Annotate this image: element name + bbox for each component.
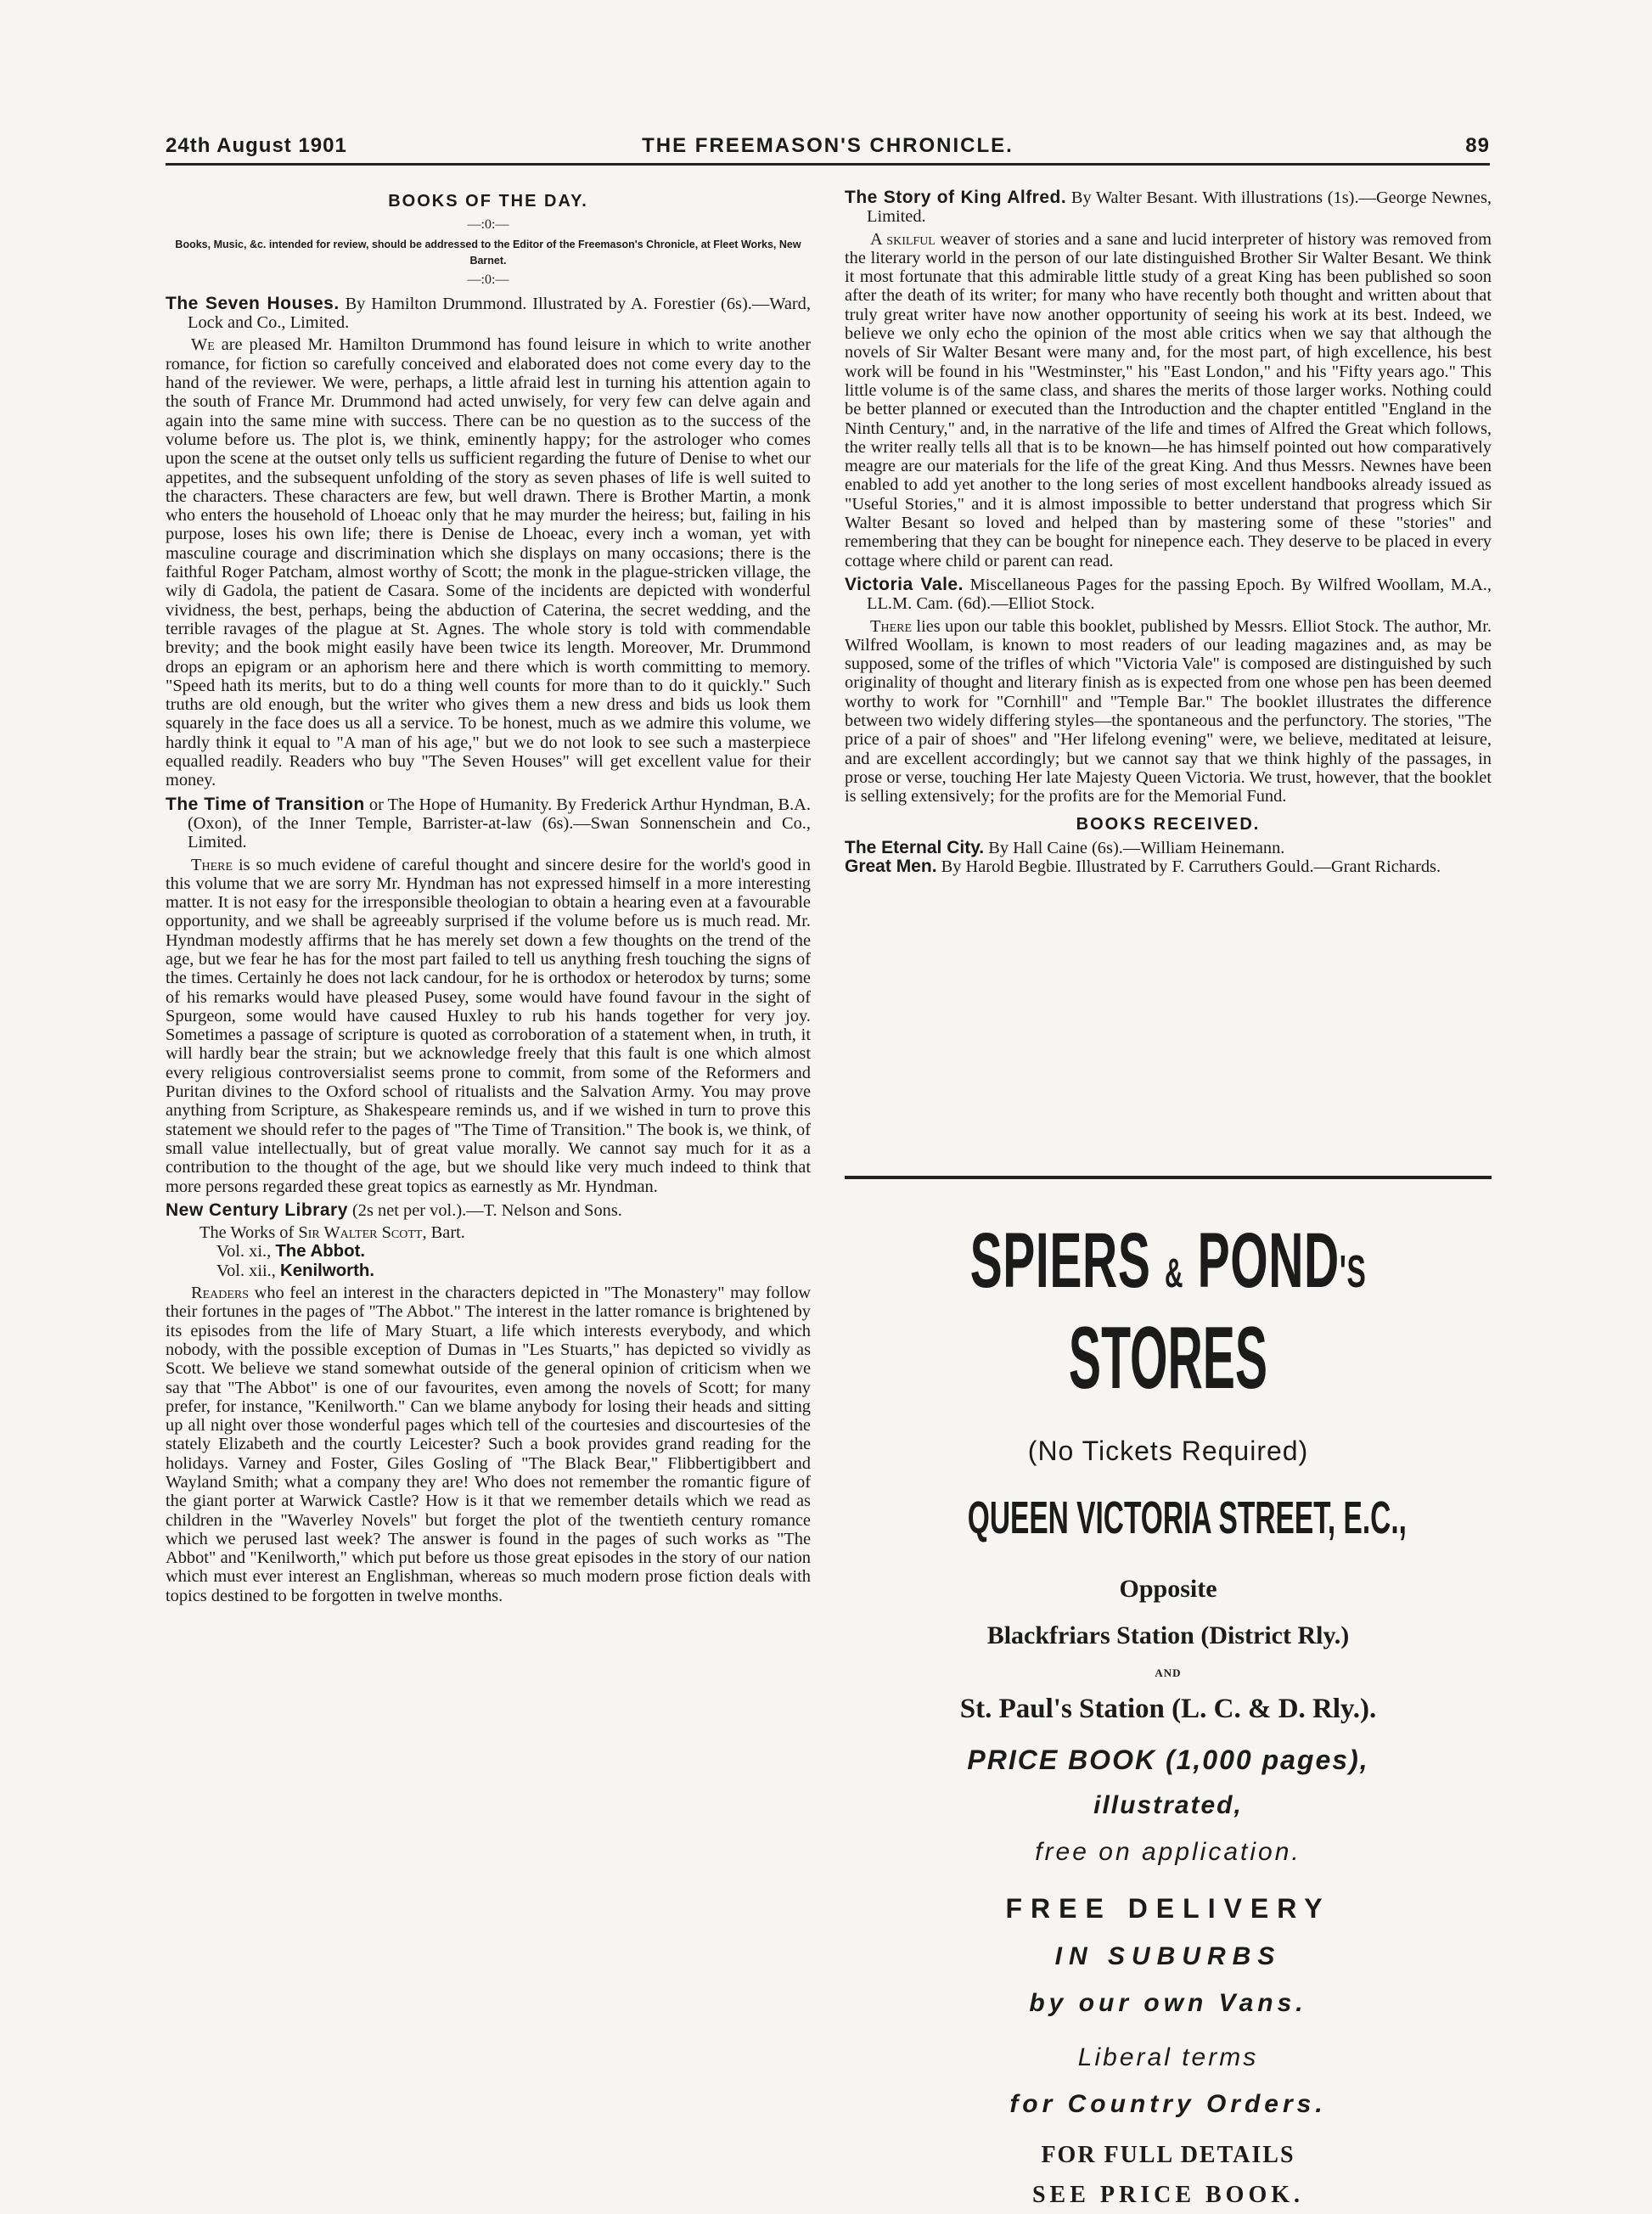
advert-stores: STORES: [1068, 1309, 1268, 1408]
received-title: Great Men.: [845, 857, 937, 877]
review-heading-time-of-transition: [166, 795, 811, 852]
advert-top-rule: [845, 1176, 1492, 1179]
header-rule: [166, 163, 1490, 166]
book-title: The Seven Houses.: [166, 293, 340, 313]
advert-free-application: free on application.: [1035, 1838, 1301, 1866]
review-text: weaver of stories and a sane and lucid interpreter of history was removed from the literary world in the person of our late distinguished Brother Sir Walter Besant. We think it most fortunate that this admirable little study of a great King has been published so soon after the death of its writer; for many who have recently both thought and written about that truly great writer have now another opportunity of seeing his work at its best. Indeed, we believe we only echo the opinion of the most able critics when we say that although the novels of Sir Walter Besant were many and, for the most part, of high excellence, his best work will be found in his "Westminster," his "East London," and his "Fifty years ago." This little volume is of the same class, and shares the merits of those larger works. Nothing could be better planned or executed than the Introduction and the chapter entitled "England in the Ninth Century," and, in the narrative of the life and times of Alfred the Great which follows, the writer really tells all that is to be known—he has himself pointed out how comparatively meagre are our materials for the life of the great King. And thus Messrs. Newnes have been enabled to add yet another to the long series of most excellent handbooks already issued as "Useful Stories," and it is almost impossible to better understand that progress which Sir Walter Besant so loved and helped than by mastering some of these "stories" and remembering that they can be bought for ninepence each. They deserve to be placed in every cottage where child or parent can read.: [845, 229, 1492, 570]
issue-date: 24th August 1901: [166, 134, 347, 157]
received-item: [845, 839, 1492, 857]
review-body-new-century-library: [166, 1284, 811, 1605]
book-citation: By Hamilton Drummond. Illustrated by A. Forestier (6s).—Ward, Lock and Co., Limited.: [188, 294, 811, 333]
advert-name-ampersand: &: [1164, 1251, 1184, 1296]
right-column: [845, 187, 1492, 876]
lead-word: Readers: [191, 1284, 250, 1303]
book-title: New Century Library: [166, 1200, 348, 1220]
lead-word: We: [191, 335, 215, 355]
advert-country-orders: for Country Orders.: [1009, 2090, 1327, 2118]
volume-label: Vol. xi.,: [216, 1242, 272, 1262]
review-body-time-of-transition: [166, 856, 811, 1196]
review-heading-king-alfred: [845, 188, 1492, 227]
review-heading-victoria-vale: [845, 576, 1492, 614]
advert-in-suburbs: IN SUBURBS: [1054, 1942, 1282, 1970]
advert-name-spiers: SPIERS: [969, 1217, 1151, 1304]
review-heading-new-century-library: [166, 1201, 811, 1220]
advert-name-pond: POND: [1197, 1217, 1340, 1304]
works-author: Sir Walter Scott: [298, 1223, 423, 1243]
advert-free-delivery: FREE DELIVERY: [1005, 1893, 1331, 1924]
works-line: [166, 1223, 811, 1242]
advert-tickets: (No Tickets Required): [1027, 1436, 1309, 1466]
book-citation: Miscellaneous Pages for the passing Epoch. By Wilfred Woollam, M.A., LL.M. Cam. (6d).—Elliot Stock.: [867, 575, 1492, 614]
spiers-pond-advertisement: [845, 1176, 1492, 2208]
book-citation: (2s net per vol.).—T. Nelson and Sons.: [352, 1200, 622, 1220]
advert-price-book: PRICE BOOK (1,000 pages),: [967, 1745, 1369, 1775]
separator: —:0:—: [467, 217, 509, 233]
book-title: The Time of Transition: [166, 794, 365, 814]
book-citation: or The Hope of Humanity. By Frederick Arthur Hyndman, B.A. (Oxon), of the Inner Temple, Barrister-at-law (6s).—Swan Sonnenschein and Co., Limited.: [188, 795, 812, 852]
works-prefix: The Works of: [199, 1223, 295, 1243]
received-details: By Hall Caine (6s).—William Heinemann.: [988, 838, 1285, 857]
received-details: By Harold Begbie. Illustrated by F. Carruthers Gould.—Grant Richards.: [941, 857, 1441, 877]
works-suffix: , Bart.: [422, 1223, 465, 1243]
lead-word: There: [191, 855, 233, 874]
review-heading-seven-houses: [166, 295, 811, 333]
books-received-heading: BOOKS RECEIVED.: [1076, 814, 1261, 834]
volume-title: Kenilworth.: [279, 1261, 374, 1280]
volume-label: Vol. xii.,: [216, 1261, 276, 1280]
volume-line: [166, 1262, 811, 1280]
advert-own-vans: by our own Vans.: [1029, 1989, 1307, 2017]
volume-line: [166, 1242, 811, 1261]
received-item: [845, 857, 1492, 876]
review-notice: Books, Music, &c. intended for review, should be addressed to the Editor of the Freemason's Chronicle, at Fleet Works, New Barnet.: [175, 238, 801, 267]
advert-liberal-terms: Liberal terms: [1077, 2043, 1259, 2071]
advert-opposite: Opposite: [1119, 1575, 1217, 1603]
running-head: [166, 127, 1490, 158]
page-number: 89: [1465, 134, 1490, 157]
book-title: Victoria Vale.: [845, 574, 964, 594]
journal-title: THE FREEMASON'S CHRONICLE.: [642, 134, 1014, 157]
lead-word: A skilful: [870, 229, 936, 249]
advert-store-name: [968, 1218, 1368, 1317]
review-body-seven-houses: [166, 335, 811, 790]
advert-see-price-book: SEE PRICE BOOK.: [1031, 2182, 1305, 2208]
separator: —:0:—: [467, 272, 509, 287]
book-title: The Story of King Alfred.: [845, 188, 1067, 207]
section-heading: BOOKS OF THE DAY.: [388, 192, 588, 211]
advert-st-pauls: St. Paul's Station (L. C. & D. Rly.).: [959, 1694, 1377, 1724]
review-text: are pleased Mr. Hamilton Drummond has found leisure in which to write another romance, for fiction so carefully conceived and elaborated does not come every day to the hand of the reviewer. We were, perhaps, a little afraid lest in turning his attention again to the south of France Mr. Drummond had acted unwisely, for very few can delve again and again into the same mine with success. There can be no question as to the success of the volume before us. The plot is, we think, eminently happy; for the astrologer who comes upon the scene at the outset only tells us sufficient regarding the future of Denise to whet our appetites, and the subsequent unfolding of the story as seven phases of life is well suited to the characters. These characters are few, but well drawn. There is Brother Martin, a monk who enters the household of Lhoeac only that he may murder the heiress; but, failing in his purpose, loses his own life; there is Denise de Lhoeac, every inch a woman, yet with masculine courage and discrimination which she displays on many occasions; there is the faithful Roger Patcham, almost worthy of Scott; the monk in the plague-stricken village, the wily di Gadola, the patient de Casara. Some of the incidents are depicted with wonderful vividness, the best, perhaps, being the abduction of Caterina, the secret wedding, and the terrible ravages of the plague at St. Agnes. The whole story is told with commendable brevity; and the book might easily have been twice its length. Moreover, Mr. Drummond drops an epigram or an aphorism here and there which is worth committing to memory. "Speed hath its merits, but to do a thing well counts for more than to do it quickly." Such truths are old enough, but the writer who gives them a new dress and bids us look them squarely in the face does us all a service. To be honest, much as we admire this volume, we hardly think it equal to "A man of his age," but we do not look to see such a masterpiece equalled readily. Readers who buy "The Seven Houses" will get excellent value for their money.: [166, 335, 811, 790]
advert-and: AND: [1155, 1666, 1182, 1679]
advert-blackfriars: Blackfriars Station (District Rly.): [986, 1621, 1350, 1649]
advert-full-details: FOR FULL DETAILS: [1041, 2142, 1295, 2168]
lead-word: There: [870, 616, 913, 636]
received-title: The Eternal City.: [845, 837, 985, 857]
review-text: is so much evidene of careful thought and sincere desire for the world's good in this volume that we are sorry Mr. Hyndman has not expressed himself in a more interesting matter. It is not easy for the irresponsible theologian to obtain a hearing even at a favourable opportunity, and we shall be agreeably surprised if the volume before us is much read. Mr. Hyndman modestly affirms that he has merely set down a few thoughts on the trend of the age, but we fear he has for the most part failed to tell us anything fresh touching the signs of the times. Certainly he does not lack candour, for he is orthodox or heterodox by turns; some of his remarks would have pleased Pusey, some would have found favour in the sight of Spurgeon, some would have caused Huxley to rub his hands together for very joy. Sometimes a passage of scripture is quoted as corroboration of a statement when, in truth, it will hardly bear the strain; but we acknowledge freely that this fault is one which almost every religious controversialist seems prone to commit, from some of the Reformers and Puritan divines to the Oxford school of ritualists and the Salvation Army. You may prove anything from Scripture, as Shakespeare reminds us, and if we wished in turn to prove this statement we should refer to the pages of "The Time of Transition." The book is, we think, of small value intellectually, but of great value morally. We cannot say much for it as a contribution to the thought of the age, but we should like very much indeed to think that more persons regarded these great topics as earnestly as Mr. Hyndman.: [166, 855, 811, 1196]
advert-illustrated: illustrated,: [1093, 1791, 1243, 1819]
book-citation: By Walter Besant. With illustrations (1s).—George Newnes, Limited.: [867, 188, 1492, 227]
review-text: who feel an interest in the characters depicted in "The Monastery" may follow their fortunes in the pages of "The Abbot." The interest in the latter romance is brightened by its episodes from the life of Mary Stuart, a life which interests everybody, and which nobody, with the possible exception of Dumas in "Les Stuarts," has depicted so vividly as Scott. We believe we stand somewhat outside of the general opinion of criticism when we say that "The Abbot" is one of our favourites, even among the novels of Scott; for many prefer, for instance, "Kenilworth." Can we blame anybody for losing their heads and sitting up all night over those wonderful pages which tell of the courtesies and discourtesies of the stately Elizabeth and the courtly Leicester? Such a book provides grand reading for the holidays. Varney and Foster, Giles Gosling of "The Black Bear," Flibbertigibbert and Wayland Smith; what a company they are! Who does not remember the romantic figure of the giant porter at Warwick Castle? How is it that we remember details which we read as children in the "Waverley Novels" but forget the plot of the twentieth century romance which we perused last week? The answer is found in the pages of such works as "The Abbot" and "Kenilworth," which put before us those great episodes in the story of our nation which must ever interest an Englishman, whereas so much modern prose fiction deals with topics destined to be forgotten in twelve months.: [166, 1284, 811, 1605]
advert-street: QUEEN VICTORIA STREET, E.C.,: [967, 1492, 1407, 1543]
review-body-king-alfred: [845, 230, 1492, 570]
volume-title: The Abbot.: [275, 1242, 366, 1262]
left-column: [166, 187, 811, 1605]
review-body-victoria-vale: [845, 617, 1492, 806]
review-text: lies upon our table this booklet, published by Messrs. Elliot Stock. The author, Mr. Wilfred Woollam, is known to most readers of our leading magazines and, as may be supposed, some of the trifles of which "Victoria Vale" is composed are distinguished by such originality of thought and literary finish as is expected from one whose pen has been deemed worthy to work for "Cornhill" and "Temple Bar." The booklet illustrates the difference between two widely differing styles—the spontaneous and the perfunctory. The stories, "The price of a pair of shoes" and "Her lifelong evening" were, we believe, meditated at leisure, and are excellent accordingly; but we cannot say that we think highly of the passages, in prose or verse, touching Her late Majesty Queen Victoria. We trust, however, that the booklet is selling extensively; for the profits are for the Memorial Fund.: [845, 616, 1492, 806]
advert-name-suffix: 'S: [1339, 1246, 1367, 1297]
